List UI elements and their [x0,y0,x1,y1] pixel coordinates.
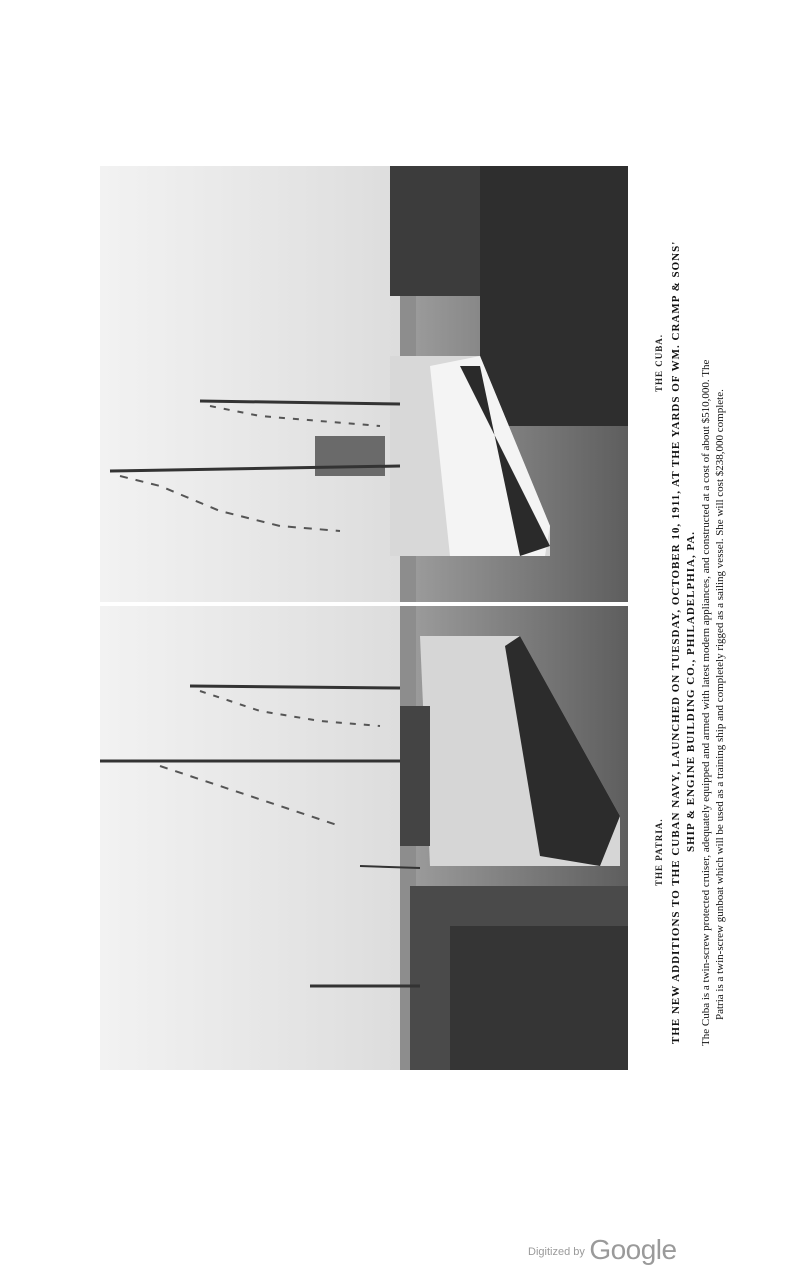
description-line-2: Patria is a twin-screw gunboat which will be used as a training ship and completely rigged as a sailing vessel. She will cost $238,000 complete. [714,389,726,1020]
headline-line-1: THE NEW ADDITIONS TO THE CUBAN NAVY, LAUNCHED ON TUESDAY, OCTOBER 10, 1911, AT THE YARDS OF WM. CRAMP & SONS' [670,240,682,1044]
ship-photograph [100,166,628,1070]
headline-line-2: SHIP & ENGINE BUILDING CO., PHILADELPHIA, PA. [685,530,697,852]
google-logo: Google [589,1234,677,1265]
cuba-photo-label: THE CUBA. [654,333,664,392]
ship-photograph-plate [100,166,628,1070]
watermark-prefix: Digitized by [528,1246,585,1258]
digitized-watermark [528,1234,677,1266]
patria-photo-label: THE PATRIA. [654,818,664,886]
description-line-1: The Cuba is a twin-screw protected cruiser, adequately equipped and armed with latest modern appliances, and constructed at a cost of about $510,000. The [700,359,712,1046]
